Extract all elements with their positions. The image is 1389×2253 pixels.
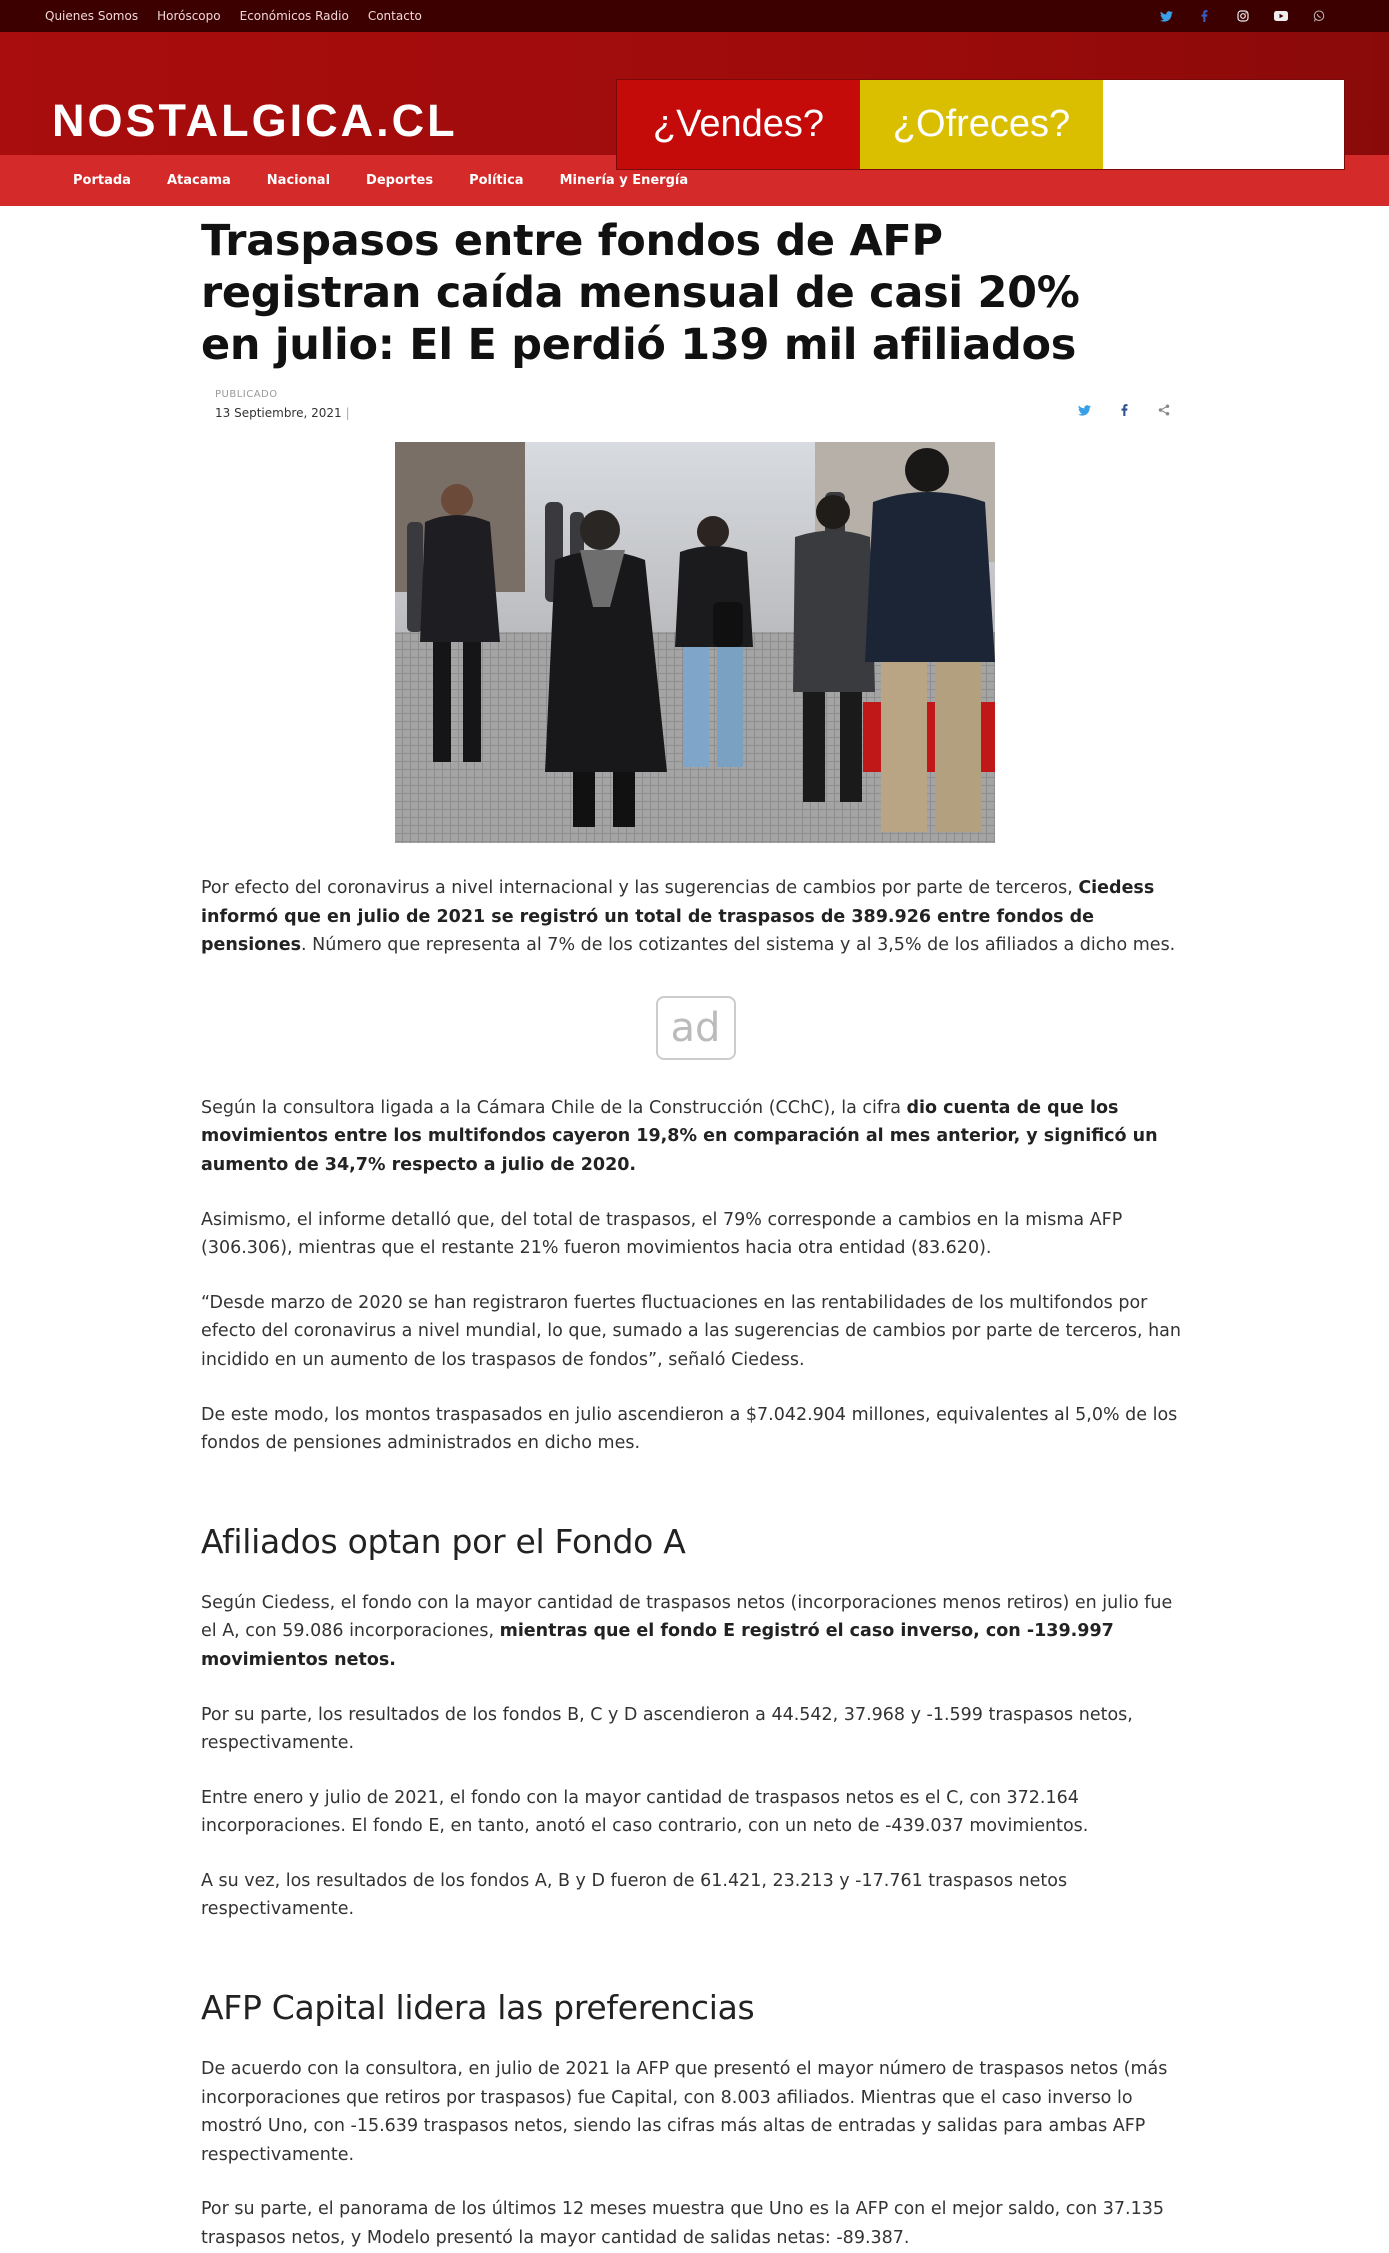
top-link-economicos-radio[interactable]: Económicos Radio <box>239 9 349 23</box>
nav-item-mineria-energia[interactable]: Minería y Energía <box>559 173 689 188</box>
article-title: Traspasos entre fondos de AFP registran caída mensual de casi 20% en julio: El E perdió 139 mil afiliados <box>201 216 1080 370</box>
nav-item-politica[interactable]: Política <box>469 173 524 188</box>
banner-vendes: ¿Vendes? <box>617 80 860 169</box>
twitter-icon[interactable] <box>1076 402 1092 418</box>
nav-item-deportes[interactable]: Deportes <box>366 173 434 188</box>
nav-item-nacional[interactable]: Nacional <box>266 173 331 188</box>
article <box>201 215 1190 2253</box>
paragraph-9: A su vez, los resultados de los fondos A, B y D fueron de 61.421, 23.213 y -17.761 traspasos netos respectivamente. <box>201 1870 1068 1920</box>
article-meta <box>201 389 1190 420</box>
header-banner-ad[interactable] <box>616 79 1345 170</box>
paragraph-6-text: Según Ciedess, el fondo con la mayor cantidad de traspasos netos (incorporaciones menos retiros) en julio fue el A, con 59.086 incorporaciones, <box>201 1592 1173 1642</box>
paragraph-1 <box>201 874 1190 960</box>
social-links <box>1158 8 1327 25</box>
paragraph-8: Entre enero y julio de 2021, el fondo con la mayor cantidad de traspasos netos es el C, con 372.164 incorporaciones. El fondo E, en tanto, anotó el caso contrario, con un neto de -439.037 movimientos. <box>201 1787 1089 1837</box>
whatsapp-icon[interactable] <box>1310 8 1327 25</box>
share-buttons <box>1076 402 1172 418</box>
facebook-icon[interactable] <box>1196 8 1213 25</box>
twitter-icon[interactable] <box>1158 8 1175 25</box>
paragraph-1-bold: Ciedess informó que en julio de 2021 se registró un total de traspasos de 389.926 entre fondos de pensiones <box>201 878 1155 956</box>
paragraph-2-text: Según la consultora ligada a la Cámara Chile de la Construcción (CChC), la cifra <box>201 1097 907 1118</box>
date-separator: | <box>345 406 350 420</box>
subheading-afp-capital: AFP Capital lidera las preferencias <box>201 1988 755 2028</box>
ad-placeholder[interactable]: ad <box>656 996 736 1060</box>
paragraph-11: Por su parte, el panorama de los últimos 12 meses muestra que Uno es la AFP con el mejor saldo, con 37.135 traspasos netos, y Modelo presentó la mayor cantidad de salidas netas: -89.387. <box>201 2199 1165 2249</box>
youtube-icon[interactable] <box>1272 8 1289 25</box>
subheading-fondo-a: Afiliados optan por el Fondo A <box>201 1521 686 1561</box>
top-utility-bar <box>0 0 1389 32</box>
top-link-horoscopo[interactable]: Horóscopo <box>157 9 221 23</box>
share-icon[interactable] <box>1156 402 1172 418</box>
article-hero-image <box>395 442 995 843</box>
paragraph-1-text: Por efecto del coronavirus a nivel internacional y las sugerencias de cambios por parte de terceros, <box>201 878 1079 898</box>
paragraph-1-text-end: . Número que representa al 7% de los cotizantes del sistema y al 3,5% de los afiliados a dicho mes. <box>301 935 1176 956</box>
published-date-row <box>215 406 350 420</box>
article-body <box>201 874 1190 2253</box>
site-logo[interactable]: NOSTALGICA.CL <box>52 95 458 146</box>
nav-item-portada[interactable]: Portada <box>73 173 131 188</box>
paragraph-3: Asimismo, el informe detalló que, del total de traspasos, el 79% corresponde a cambios en la misma AFP (306.306), mientras que el restante 21% fueron movimientos hacia otra entidad (83.620). <box>201 1209 1123 1259</box>
paragraph-7: Por su parte, los resultados de los fondos B, C y D ascendieron a 44.542, 37.968 y -1.599 traspasos netos, respectivamente. <box>201 1704 1133 1754</box>
nav-item-atacama[interactable]: Atacama <box>166 173 231 188</box>
paragraph-10: De acuerdo con la consultora, en julio de 2021 la AFP que presentó el mayor número de traspasos netos (más incorporaciones que retiros por traspasos) fue Capital, con 8.003 afiliados. Mientras que el caso inverso lo mostró Uno, con -15.639 traspasos netos, siendo las cifras más altas de entradas y salidas para ambas AFP respectivamente. <box>201 2059 1168 2165</box>
site-header <box>0 32 1389 155</box>
paragraph-6-bold: mientras que el fondo E registró el caso inverso, con -139.997 movimientos netos. <box>201 1621 1114 1670</box>
paragraph-2-bold: dio cuenta de que los movimientos entre los multifondos cayeron 19,8% en comparación al mes anterior, y significó un aumento de 34,7% respecto a julio de 2020. <box>201 1097 1158 1175</box>
instagram-icon[interactable] <box>1234 8 1251 25</box>
paragraph-6 <box>201 1589 1190 1675</box>
top-link-quienes-somos[interactable]: Quienes Somos <box>45 9 139 23</box>
banner-ofreces: ¿Ofreces? <box>860 80 1103 169</box>
published-date: 13 Septiembre, 2021 <box>215 406 342 420</box>
top-links <box>45 9 422 23</box>
facebook-icon[interactable] <box>1116 402 1132 418</box>
paragraph-2 <box>201 1094 1190 1180</box>
top-link-contacto[interactable]: Contacto <box>367 9 422 23</box>
paragraph-4: “Desde marzo de 2020 se han registraron fuertes fluctuaciones en las rentabilidades de los multifondos por efecto del coronavirus a nivel mundial, lo que, sumado a las sugerencias de cambios por parte de terceros, han incidido en un aumento de los traspasos de fondos”, señaló Ciedess. <box>201 1292 1181 1370</box>
published-label: PUBLICADO <box>215 389 278 400</box>
paragraph-5: De este modo, los montos traspasados en julio ascendieron a $7.042.904 millones, equivalentes al 5,0% de los fondos de pensiones administrados en dicho mes. <box>201 1404 1178 1454</box>
banner-blank-panel <box>1103 80 1344 169</box>
street-crowd-photo <box>395 442 995 843</box>
